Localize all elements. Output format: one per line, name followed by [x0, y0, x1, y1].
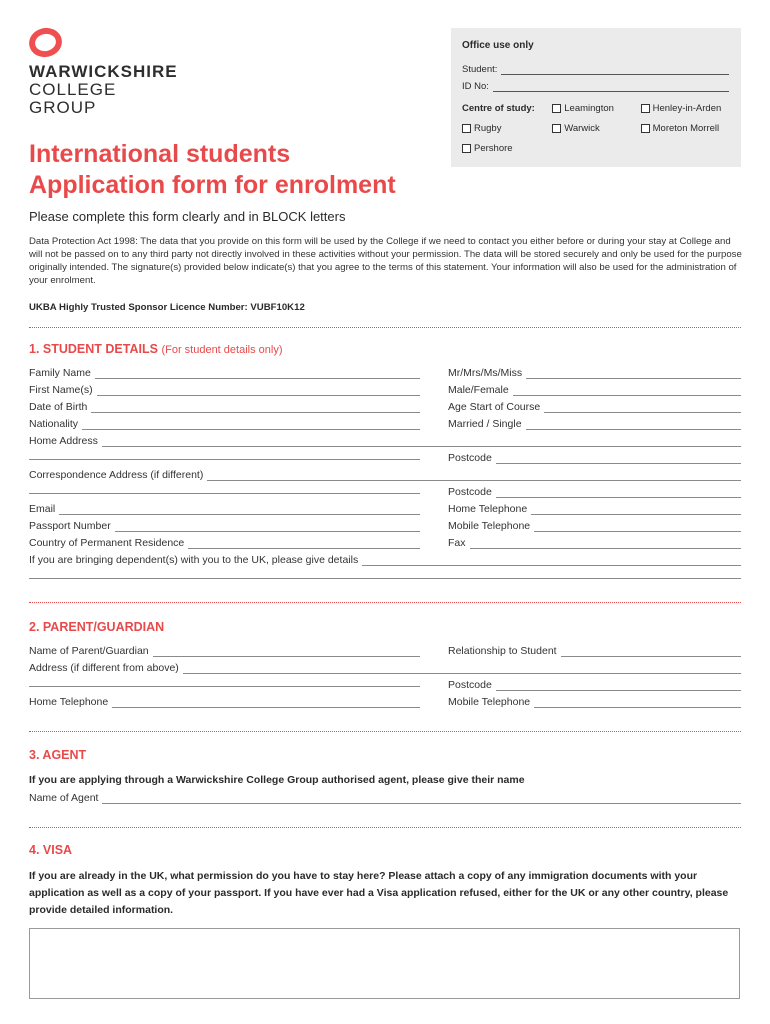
agent-name-field[interactable]: Name of Agent	[29, 790, 741, 804]
correspondence-address-line2[interactable]	[29, 493, 420, 494]
office-id-line[interactable]	[493, 82, 729, 92]
parent-postcode-input[interactable]	[496, 683, 741, 691]
section4-title: 4. VISA	[29, 843, 73, 857]
parent-name-input[interactable]	[153, 649, 420, 657]
dob-input[interactable]	[91, 405, 420, 413]
section2-title: 2. PARENT/GUARDIAN	[29, 620, 165, 634]
home-telephone-input[interactable]	[531, 507, 741, 515]
section-divider	[29, 327, 741, 328]
centre-option-warwick[interactable]: Warwick	[552, 123, 640, 134]
section-divider	[29, 731, 741, 732]
family-name-field[interactable]: Family Name	[29, 365, 420, 379]
parent-home-telephone-input[interactable]	[112, 700, 420, 708]
parent-home-telephone-field[interactable]: Home Telephone	[29, 694, 420, 708]
title-input[interactable]	[526, 371, 741, 379]
section1-subtitle: (For student details only)	[161, 344, 283, 356]
centre-option-moreton[interactable]: Moreton Morrell	[641, 123, 729, 134]
gender-field[interactable]: Male/Female	[448, 382, 741, 396]
parent-name-field[interactable]: Name of Parent/Guardian	[29, 643, 420, 657]
email-input[interactable]	[59, 507, 420, 515]
dependents-field[interactable]: If you are bringing dependent(s) with you to the UK, please give details	[29, 552, 741, 566]
form-instruction: Please complete this form clearly and in BLOCK letters	[29, 209, 346, 224]
fax-field[interactable]: Fax	[448, 535, 741, 549]
passport-field[interactable]: Passport Number	[29, 518, 420, 532]
visa-details-textarea[interactable]	[29, 928, 740, 999]
gender-input[interactable]	[513, 388, 741, 396]
section-divider	[29, 827, 741, 828]
home-address-input[interactable]	[102, 439, 741, 447]
agent-question: If you are applying through a Warwickshire College Group authorised agent, please give their name	[29, 774, 525, 786]
checkbox-icon[interactable]	[462, 144, 471, 153]
parent-mobile-telephone-input[interactable]	[534, 700, 741, 708]
residence-field[interactable]: Country of Permanent Residence	[29, 535, 420, 549]
checkbox-icon[interactable]	[462, 124, 471, 133]
relationship-input[interactable]	[561, 649, 741, 657]
office-student-line[interactable]	[501, 65, 729, 75]
home-telephone-field[interactable]: Home Telephone	[448, 501, 741, 515]
office-use-title: Office use only	[462, 40, 534, 51]
fax-input[interactable]	[470, 541, 741, 549]
home-postcode-input[interactable]	[496, 456, 741, 464]
mobile-telephone-input[interactable]	[534, 524, 741, 532]
nationality-field[interactable]: Nationality	[29, 416, 420, 430]
centre-option-rugby[interactable]: Rugby	[462, 123, 552, 134]
centre-option-pershore[interactable]: Pershore	[462, 143, 558, 154]
nationality-input[interactable]	[82, 422, 420, 430]
title-line1: International students	[29, 140, 291, 168]
title-field[interactable]: Mr/Mrs/Ms/Miss	[448, 365, 741, 379]
logo-text-line3: GROUP	[29, 98, 97, 117]
mobile-telephone-field[interactable]: Mobile Telephone	[448, 518, 741, 532]
correspondence-address-field[interactable]: Correspondence Address (if different)	[29, 467, 741, 481]
correspondence-postcode-input[interactable]	[496, 490, 741, 498]
home-address-field[interactable]: Home Address	[29, 433, 741, 447]
correspondence-address-input[interactable]	[207, 473, 741, 481]
office-id-label: ID No:	[462, 81, 489, 92]
logo-text-line2: COLLEGE	[29, 80, 117, 99]
section-divider	[29, 602, 741, 603]
marital-status-field[interactable]: Married / Single	[448, 416, 741, 430]
dependents-line2[interactable]	[29, 578, 741, 579]
college-logo	[29, 28, 199, 117]
checkbox-icon[interactable]	[641, 104, 650, 113]
ukba-licence: UKBA Highly Trusted Sponsor Licence Number: VUBF10K12	[29, 302, 305, 313]
parent-address-line2[interactable]	[29, 686, 420, 687]
parent-mobile-telephone-field[interactable]: Mobile Telephone	[448, 694, 741, 708]
family-name-input[interactable]	[95, 371, 420, 379]
data-protection-notice: Data Protection Act 1998: The data that you provide on this form will be used by the College if we need to contact you either before or during your stay at College and will not be passed on to any third party not directly involved in these activities without your permission. The data will be stored securely and only be used for the purpose originally intended. The signature(s) provided below indicate(s) that you agree to the terms of this statement. Your information will also be used for the administration of your enrolment.	[29, 236, 742, 286]
marital-status-input[interactable]	[526, 422, 741, 430]
passport-input[interactable]	[115, 524, 420, 532]
agent-name-input[interactable]	[102, 796, 741, 804]
logo-text-line1: WARWICKSHIRE	[29, 62, 178, 81]
relationship-field[interactable]: Relationship to Student	[448, 643, 741, 657]
dob-field[interactable]: Date of Birth	[29, 399, 420, 413]
correspondence-postcode-field[interactable]: Postcode	[448, 484, 741, 498]
parent-address-input[interactable]	[183, 666, 741, 674]
title-line2: Application form for enrolment	[29, 171, 396, 199]
dependents-input[interactable]	[362, 558, 741, 566]
email-field[interactable]: Email	[29, 501, 420, 515]
centre-option-leamington[interactable]: Leamington	[552, 103, 640, 114]
checkbox-icon[interactable]	[552, 124, 561, 133]
home-postcode-field[interactable]: Postcode	[448, 450, 741, 464]
section3-title: 3. AGENT	[29, 748, 87, 762]
office-student-label: Student:	[462, 64, 498, 75]
first-names-field[interactable]: First Name(s)	[29, 382, 420, 396]
home-address-line2[interactable]	[29, 459, 420, 460]
office-student-field[interactable]	[462, 60, 729, 75]
age-start-input[interactable]	[544, 405, 741, 413]
parent-postcode-field[interactable]: Postcode	[448, 677, 741, 691]
centre-option-henley[interactable]: Henley-in-Arden	[641, 103, 729, 114]
first-names-input[interactable]	[97, 388, 420, 396]
office-id-field[interactable]	[462, 77, 729, 92]
checkbox-icon[interactable]	[641, 124, 650, 133]
office-use-box	[451, 28, 741, 167]
visa-question: If you are already in the UK, what permission do you have to stay here? Please attach a copy of any immigration documents with your application as well as a copy of your passport. If you have ever had a Visa application refused, either for the UK or any other country, please provide detailed information.	[29, 870, 729, 916]
page-title	[29, 139, 439, 201]
section1-title: 1. STUDENT DETAILS (For student details only)	[29, 342, 283, 356]
parent-address-field[interactable]: Address (if different from above)	[29, 660, 741, 674]
centre-of-study-label: Centre of study:	[462, 102, 535, 114]
centre-of-study-group	[462, 98, 729, 158]
residence-input[interactable]	[188, 541, 420, 549]
logo-ring-icon	[26, 25, 64, 60]
checkbox-icon[interactable]	[552, 104, 561, 113]
age-start-field[interactable]: Age Start of Course	[448, 399, 741, 413]
